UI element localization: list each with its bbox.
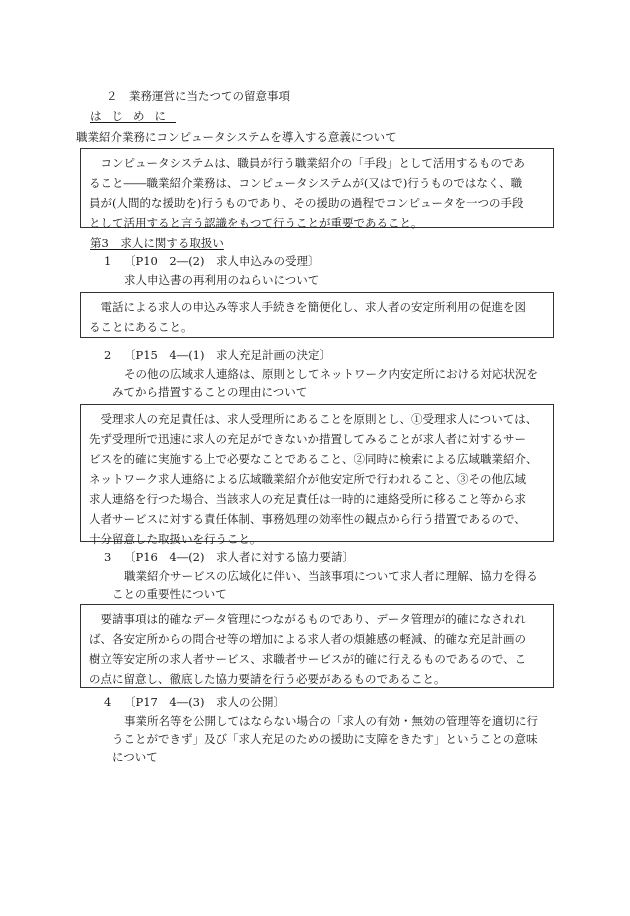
item-number: 2 (104, 348, 112, 362)
section3-heading: 第3 求人に関する取扱い (90, 236, 224, 250)
box-line: 先ず受理所で迅速に求人の充足ができないか措置してみることが求人者に対するサー (89, 432, 526, 446)
item-reference: 〔P15 4―(1) 求人充足計画の決定〕 (124, 348, 331, 362)
item-question: うことができず」及び「求人充足のための援助に支障をきたす」ということの意味 (112, 732, 538, 746)
box-line: 員が(人間的な援助を)行うものであり、その援助の過程でコンピュータを一つの手段 (89, 196, 524, 210)
box-line: ることにあること。 (89, 320, 193, 334)
item-reference: 〔P17 4―(3) 求人の公開〕 (124, 695, 285, 709)
box-line: ビスを的確に実施する上で必要なことであること、②同時に検索による広域職業紹介、 (89, 452, 538, 466)
hajimeni-heading: はじめに (90, 109, 176, 123)
section-subtitle: 職業紹介業務にコンピュータシステムを導入する意義について (76, 130, 397, 144)
item-reference: 〔P10 2―(2) 求人申込みの受理〕 (124, 254, 320, 268)
box-line: 樹立等安定所の求人者サービス、求職者サービスが的確に行えるものであるので、こ (89, 652, 527, 666)
answer-box-item-1 (80, 292, 554, 338)
box-line: 人者サービスに対する責任体制、事務処理の効率性の観点から行う措置であるので、 (89, 512, 526, 526)
item-question: ことの重要性について (112, 587, 227, 601)
answer-box-intro (80, 148, 554, 228)
box-line: 要請事項は的確なデータ管理につながるものであり、データ管理が的確になされれ (89, 612, 526, 626)
item-number: 1 (104, 254, 112, 268)
box-line: 十分留意した取扱いを行うこと。 (89, 532, 262, 546)
item-question: について (112, 750, 158, 764)
item-reference: 〔P16 4―(2) 求人者に対する協力要請〕 (124, 550, 354, 564)
item-number: 3 (104, 550, 112, 564)
box-line: 電話による求人の申込み等求人手続きを簡便化し、求人者の安定所利用の促進を図 (89, 300, 526, 314)
box-line: コンピュータシステムは、職員が行う職業紹介の「手段」として活用するものであ (89, 156, 525, 170)
box-line: 受理求人の充足責任は、求人受理所にあることを原則とし、①受理求人については、 (89, 412, 538, 426)
box-line: として活用すると言う認識をもつて行うことが重要であること。 (89, 216, 423, 230)
box-line: ること――職業紹介業務は、コンピュータシステムが(又はで)行うものではなく、職 (89, 176, 523, 190)
item-question: 職業紹介サービスの広域化に伴い、当該事項について求人者に理解、協力を得る (124, 569, 538, 583)
item-question: 事業所名等を公開してはならない場合の「求人の有効・無効の管理等を適切に行 (124, 714, 538, 728)
item-number: 4 (104, 695, 112, 709)
box-line: ネットワーク求人連絡による広域職業紹介が他安定所で行われること、③その他広域 (89, 472, 526, 486)
section-heading: ２ 業務運営に当たつての留意事項 (106, 89, 290, 103)
item-question: その他の広域求人連絡は、原則としてネットワーク内安定所における対応状況を (124, 367, 538, 381)
item-question: 求人申込書の再利用のねらいについて (124, 273, 320, 287)
box-line: 求人連絡を行つた場合、当該求人の充足責任は一時的に連絡受所に移ること等から求 (89, 492, 526, 506)
box-line: の点に留意し、徹底した協力要請を行う必要があるものであること。 (89, 672, 446, 686)
answer-box-item-3 (80, 604, 554, 688)
box-line: ば、各安定所からの問合せ等の増加による求人者の煩雑感の軽減、的確な充足計画の (89, 632, 526, 646)
answer-box-item-2 (80, 404, 554, 546)
item-question: みてから措置することの理由について (112, 385, 308, 399)
